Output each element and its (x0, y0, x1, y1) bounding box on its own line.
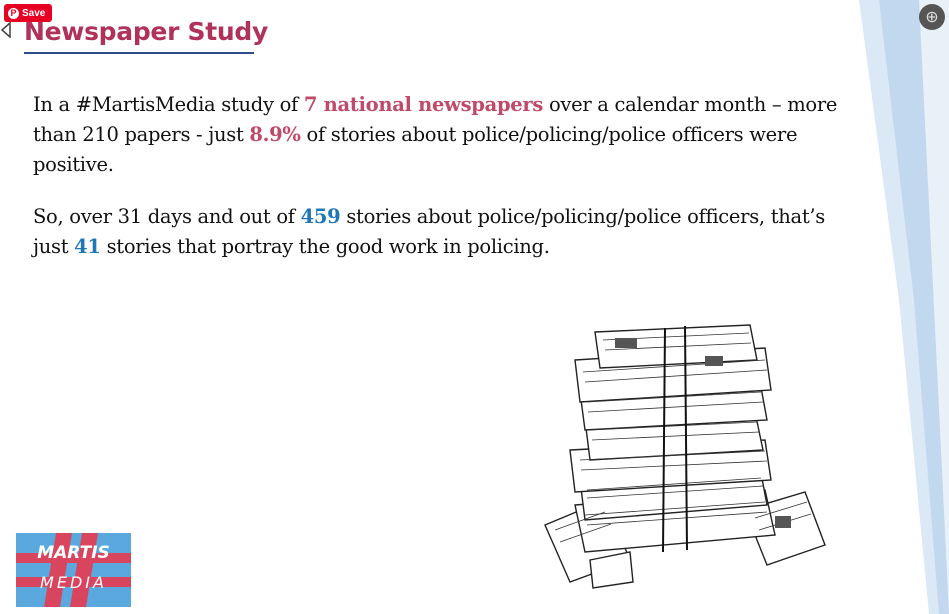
title-underline (24, 52, 254, 54)
slide-decoration (859, 0, 949, 614)
p1-text-3: of stories about police/policing/police officers were positive. (33, 123, 798, 176)
p2-highlight-positive: 41 (74, 235, 101, 258)
slide-body (33, 90, 863, 284)
slide-title: Newspaper Study (24, 17, 268, 46)
p1-highlight-newspapers: 7 national newspapers (303, 93, 544, 116)
viewer-icon[interactable]: ⊕ (919, 4, 945, 30)
paragraph-2 (33, 202, 863, 262)
newspaper-stack-illustration (535, 320, 835, 590)
martis-media-logo (16, 533, 131, 607)
paragraph-1 (33, 90, 863, 180)
logo-line-1: MARTIS (37, 543, 110, 563)
p1-text-1: In a #MartisMedia study of (33, 93, 304, 116)
pinterest-icon: P (8, 8, 19, 19)
p1-highlight-percent: 8.9% (249, 123, 301, 146)
previous-arrow-icon[interactable] (0, 22, 12, 38)
p2-text-3: stories that portray the good work in policing. (100, 235, 550, 258)
save-label: Save (22, 7, 46, 19)
logo-line-2: MEDIA (40, 573, 107, 592)
p2-highlight-total: 459 (300, 205, 341, 228)
p2-text-1: So, over 31 days and out of (33, 205, 301, 228)
p1-text-2: over a calendar month – more than 210 papers - just (33, 93, 838, 146)
p2-text-2: stories about police/policing/police officers, that’s just (33, 205, 825, 258)
